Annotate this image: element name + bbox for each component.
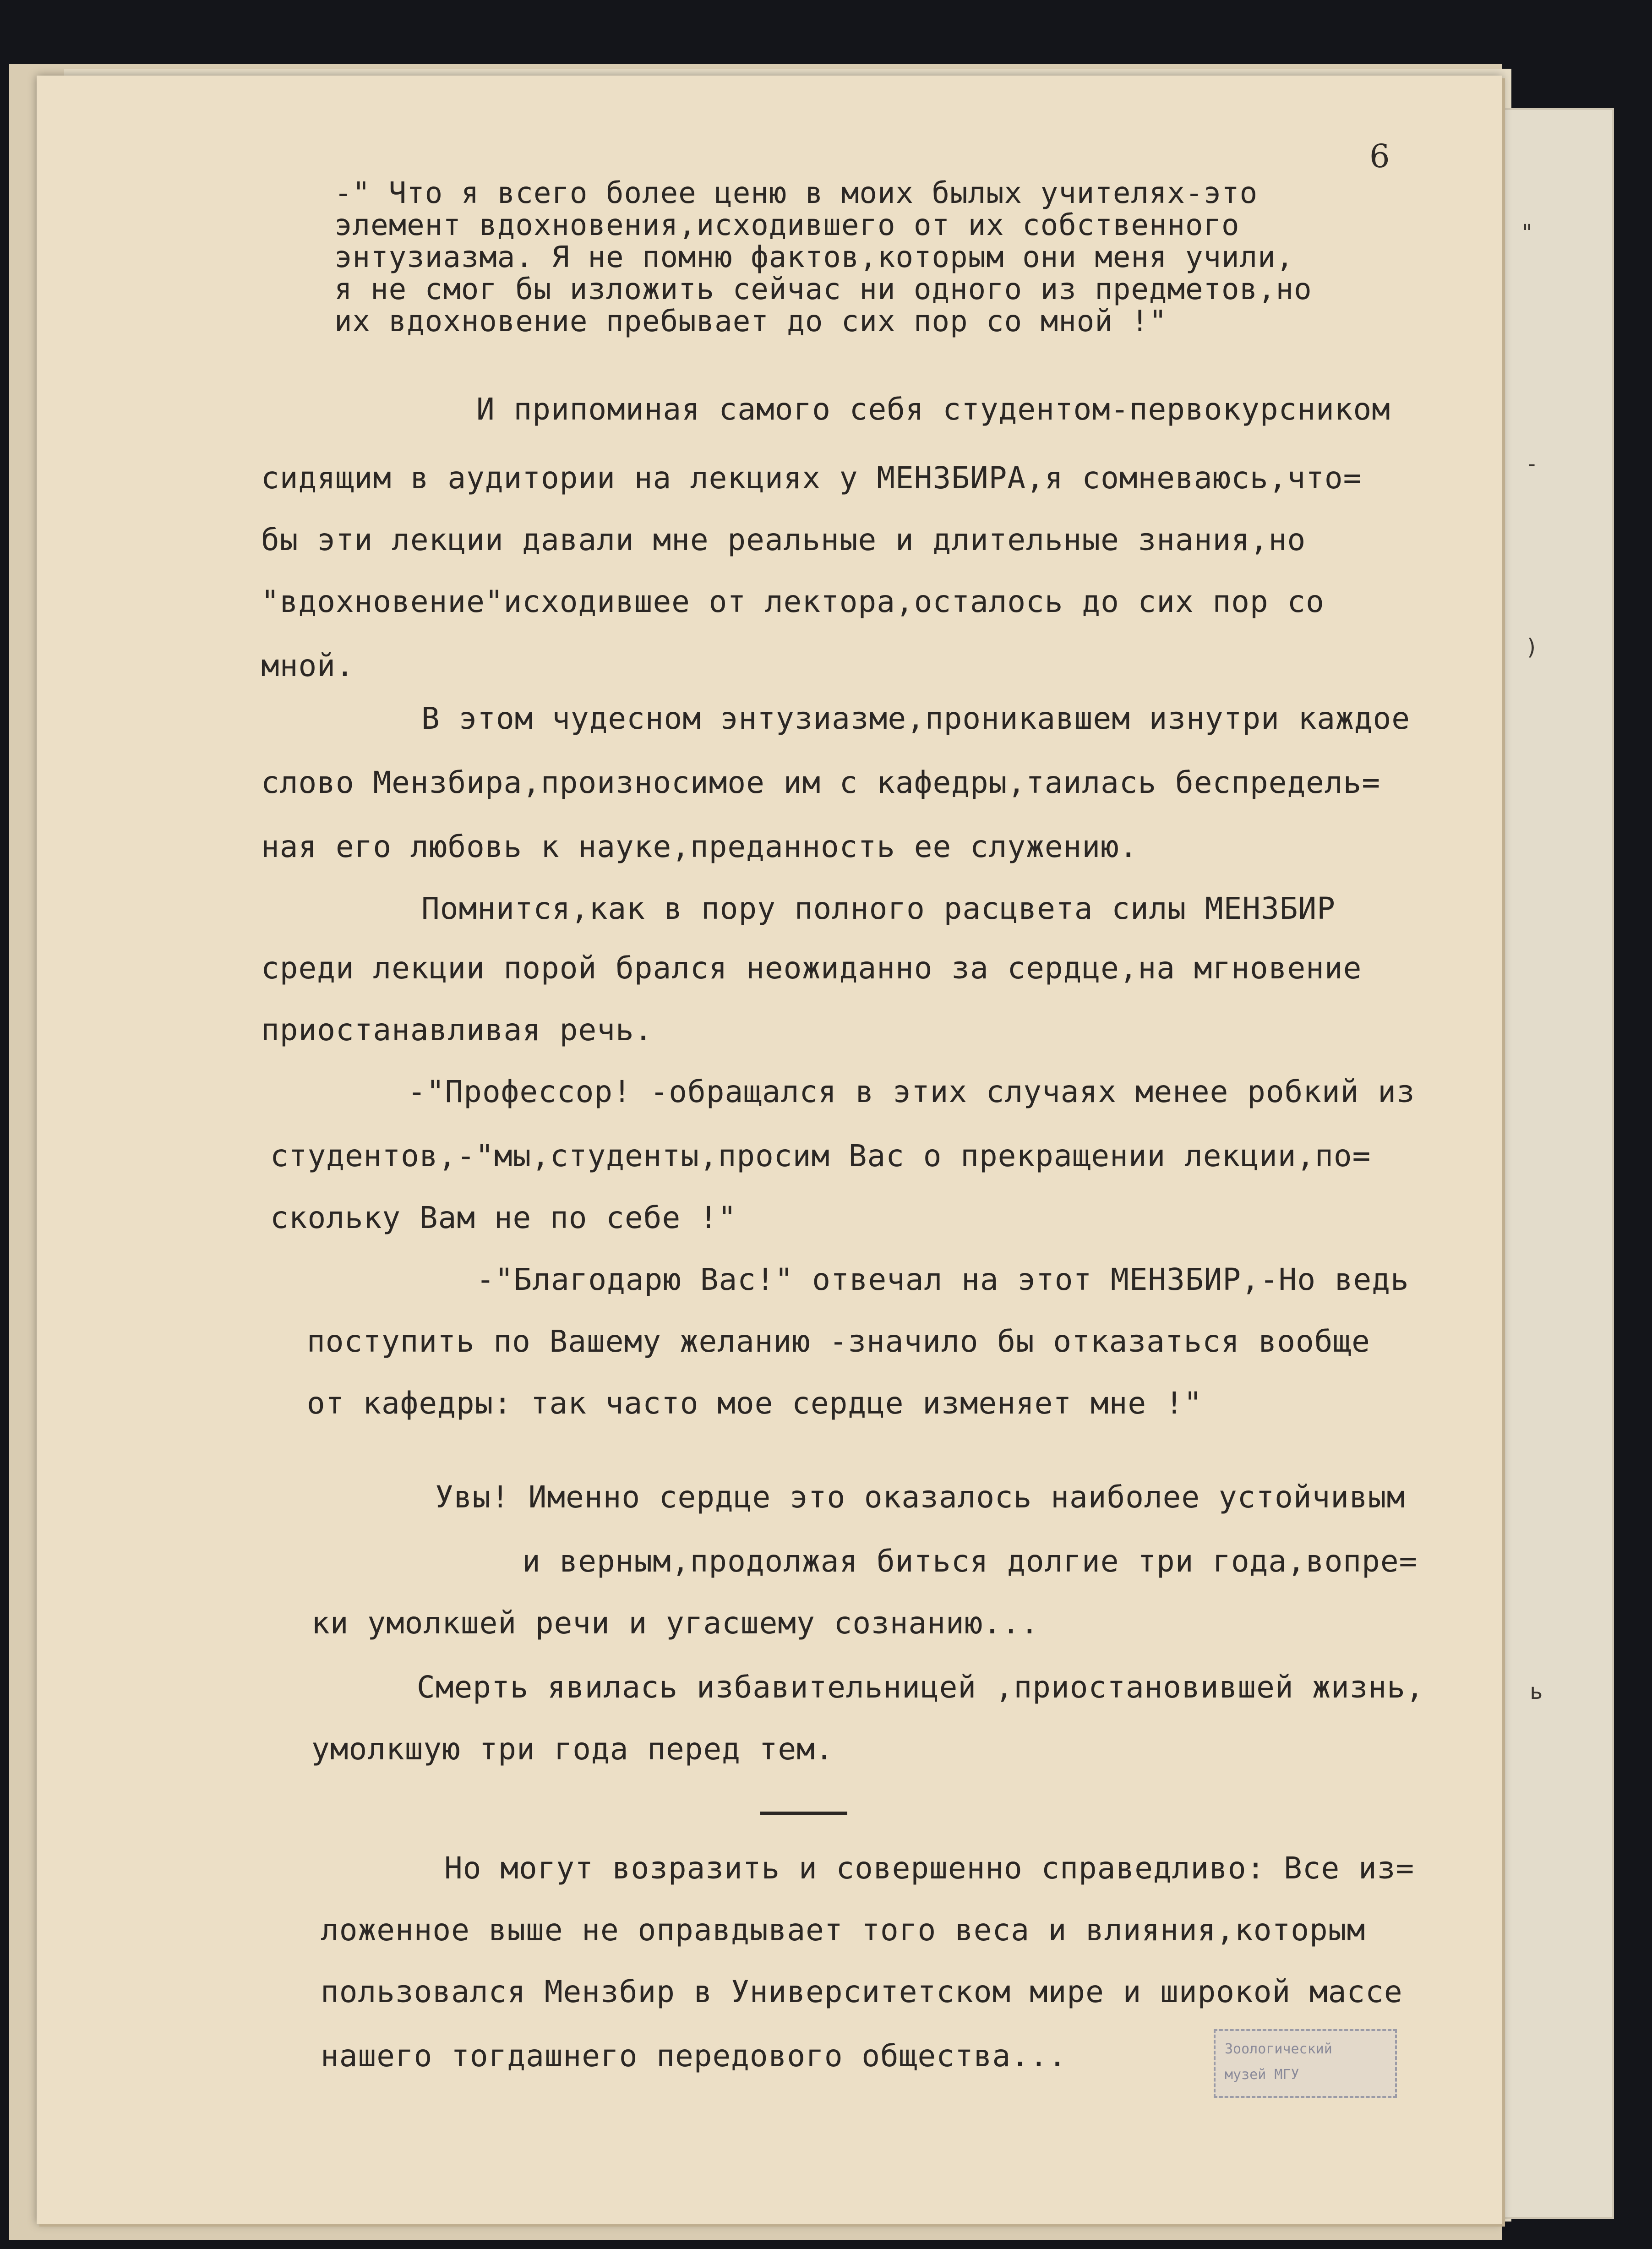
quote-line: энтузиазма. Я не помню фактов,которым они меня учили, bbox=[334, 240, 1294, 274]
closing-line: ложенное выше не оправдывает того веса и влияния,которым bbox=[321, 1912, 1366, 1948]
body-line: Смерть явилась избавительницей ,приостановившей жизнь, bbox=[417, 1670, 1424, 1705]
closing-line: пользовался Мензбир в Университетском мире и широкой массе bbox=[321, 1974, 1403, 2009]
body-line: бы эти лекции давали мне реальные и длительные знания,но bbox=[261, 522, 1306, 557]
stamp-line: Зоологический bbox=[1225, 2041, 1332, 2057]
body-line: -"Профессор! -обращался в этих случаях менее робкий из bbox=[408, 1074, 1415, 1109]
body-line: И припоминая самого себя студентом-первокурсником bbox=[476, 392, 1391, 427]
edge-mark: - bbox=[1525, 451, 1538, 477]
body-line: Увы! Именно сердце это оказалось наиболее устойчивым bbox=[435, 1479, 1406, 1515]
quote-line: элемент вдохновения,исходившего от их собственного bbox=[334, 208, 1240, 242]
body-line: приостанавливая речь. bbox=[261, 1012, 653, 1048]
body-line: В этом чудесном энтузиазме,проникавшем изнутри каждое bbox=[421, 701, 1410, 736]
body-line: Помнится,как в пору полного расцвета силы МЕНЗБИР bbox=[421, 891, 1336, 926]
closing-line: нашего тогдашнего передового общества... bbox=[321, 2038, 1067, 2074]
body-line: от кафедры: так часто мое сердце изменяет мне !" bbox=[307, 1386, 1203, 1421]
body-line: -"Благодарю Вас!" отвечал на этот МЕНЗБИР,-Но ведь bbox=[476, 1262, 1409, 1297]
body-line: и верным,продолжая биться долгие три года,вопре= bbox=[522, 1544, 1418, 1579]
body-line: слово Мензбира,произносимое им с кафедры,таилась беспредель= bbox=[261, 765, 1381, 800]
body-line: поступить по Вашему желанию -значило бы отказаться вообще bbox=[307, 1324, 1370, 1359]
body-line: среди лекции порой брался неожиданно за сердце,на мгновение bbox=[261, 950, 1362, 986]
quote-line: их вдохновение пребывает до сих пор со мной !" bbox=[334, 305, 1167, 338]
body-line: ки умолкшей речи и угасшему сознанию... bbox=[311, 1605, 1039, 1641]
body-line: умолкшую три года перед тем. bbox=[311, 1731, 834, 1767]
edge-mark: ) bbox=[1525, 634, 1538, 660]
body-line: мной. bbox=[261, 648, 354, 683]
section-divider bbox=[760, 1812, 847, 1815]
body-line: скольку Вам не по себе !" bbox=[270, 1200, 737, 1235]
body-line: ная его любовь к науке,преданность ее служению. bbox=[261, 829, 1138, 864]
body-line: студентов,-"мы,студенты,просим Вас о прекращении лекции,по= bbox=[270, 1138, 1371, 1174]
quote-line: я не смог бы изложить сейчас ни одного из предметов,но bbox=[334, 273, 1312, 306]
edge-mark: ь bbox=[1530, 1679, 1543, 1704]
quote-line: -" Что я всего более ценю в моих былых учителях-это bbox=[334, 176, 1258, 210]
body-line: сидящим в аудитории на лекциях у МЕНЗБИРА,я сомневаюсь,что= bbox=[261, 460, 1362, 496]
archive-stamp bbox=[1214, 2029, 1397, 2098]
page-number: 6 bbox=[1369, 137, 1390, 175]
closing-line: Но могут возразить и совершенно справедливо: Все из= bbox=[444, 1851, 1415, 1886]
body-line: "вдохновение"исходившее от лектора,осталось до сих пор со bbox=[261, 584, 1325, 619]
stamp-line: музей МГУ bbox=[1225, 2067, 1299, 2083]
edge-mark: " bbox=[1521, 220, 1534, 246]
